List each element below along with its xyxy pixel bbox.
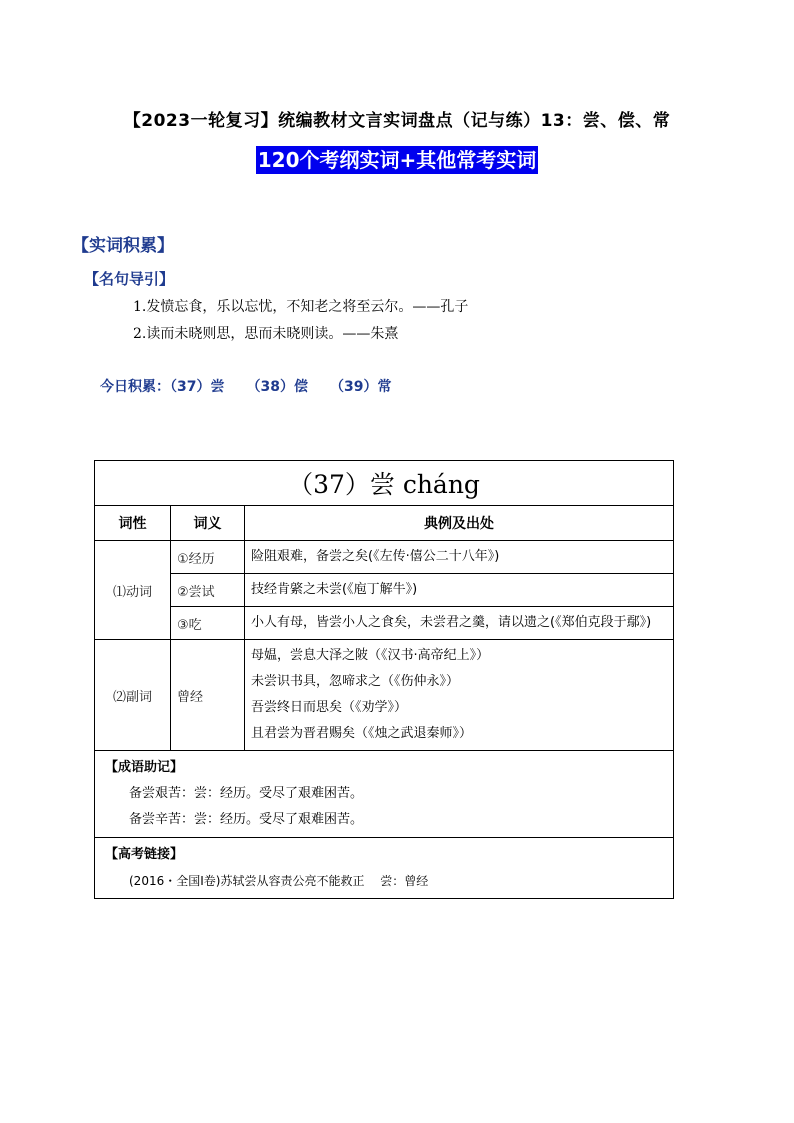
highlighted-subtitle: 120个考纲实词+其他常考实词 bbox=[257, 148, 537, 172]
meaning: ①经历 bbox=[171, 541, 245, 574]
part-of-speech: ⑵副词 bbox=[95, 640, 171, 751]
exam-item: (2016・全国Ⅰ卷)苏轼尝从容责公亮不能救正 尝：曾经 bbox=[129, 874, 429, 888]
document-title: 【2023一轮复习】统编教材文言实词盘点（记与练）13：尝、偿、常 bbox=[123, 111, 671, 131]
column-header: 词性 bbox=[95, 506, 171, 541]
today-item: （39）常 bbox=[329, 379, 392, 395]
today-item: （38）偿 bbox=[246, 379, 308, 395]
example: 母媪，尝息大泽之陂（《汉书·高帝纪上》） bbox=[251, 648, 490, 663]
meaning: 曾经 bbox=[171, 640, 245, 751]
part-of-speech: ⑴动词 bbox=[95, 541, 171, 640]
today-summary bbox=[100, 376, 413, 396]
table-row bbox=[95, 541, 674, 574]
table-heading: （37）尝 cháng bbox=[95, 461, 674, 506]
vocabulary-table bbox=[94, 460, 674, 899]
quote-line: 2.读而未晓则思，思而未晓则读。——朱熹 bbox=[133, 326, 399, 342]
example: 吾尝终日而思矣（《劝学》） bbox=[251, 700, 408, 715]
section-heading: 【实词积累】 bbox=[72, 236, 174, 256]
today-label: 今日积累： bbox=[100, 379, 170, 395]
idiom-item: 备尝辛苦：尝：经历。受尽了艰难困苦。 bbox=[129, 812, 364, 827]
exam-label: 【高考链接】 bbox=[105, 847, 184, 862]
example: 技经肯綮之未尝(《庖丁解牛》) bbox=[245, 574, 674, 607]
example-list bbox=[245, 640, 674, 751]
idiom-item: 备尝艰苦：尝：经历。受尽了艰难困苦。 bbox=[129, 786, 364, 801]
example: 且君尝为晋君赐矣（《烛之武退秦师》） bbox=[251, 726, 473, 741]
idiom-label: 【成语助记】 bbox=[105, 760, 184, 775]
exam-block bbox=[95, 838, 674, 899]
example: 小人有母，皆尝小人之食矣，未尝君之羹，请以遗之(《郑伯克段于鄢》) bbox=[245, 607, 674, 640]
quotes-heading: 【名句导引】 bbox=[84, 270, 175, 288]
example: 未尝识书具，忽啼求之（《伤仲永》） bbox=[251, 674, 460, 689]
today-item: （37）尝 bbox=[170, 379, 225, 395]
idiom-block bbox=[95, 751, 674, 838]
column-header: 典例及出处 bbox=[245, 506, 674, 541]
table-row bbox=[95, 607, 674, 640]
quote-line: 1.发愤忘食，乐以忘忧，不知老之将至云尔。——孔子 bbox=[133, 299, 469, 315]
meaning: ②尝试 bbox=[171, 574, 245, 607]
table-row bbox=[95, 574, 674, 607]
meaning: ③吃 bbox=[171, 607, 245, 640]
example: 险阻艰难，备尝之矣(《左传·僖公二十八年》) bbox=[245, 541, 674, 574]
column-header: 词义 bbox=[171, 506, 245, 541]
table-row bbox=[95, 640, 674, 751]
